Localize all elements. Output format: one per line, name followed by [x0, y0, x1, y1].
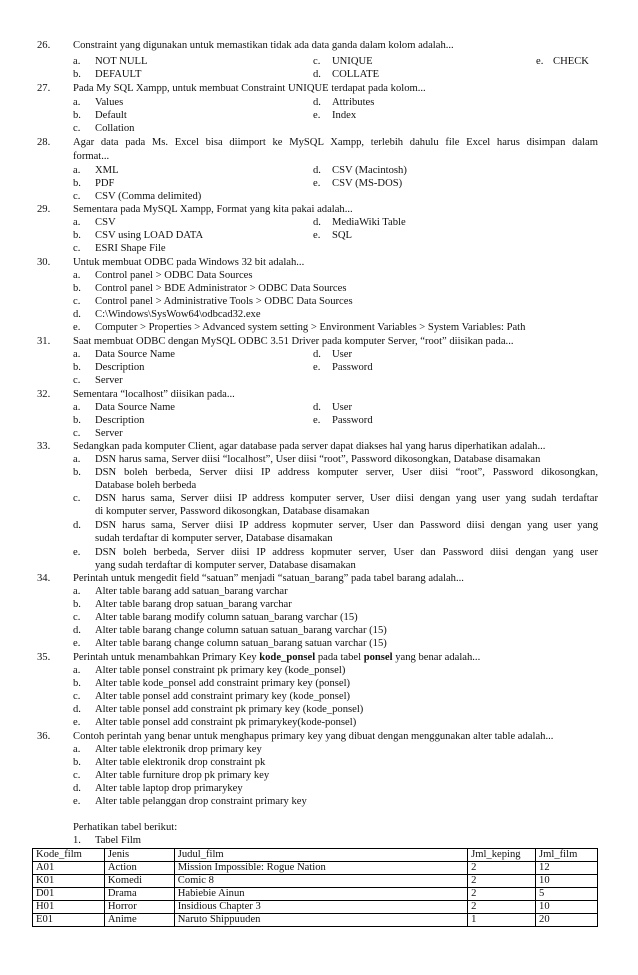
- option-text: CSV (Comma delimited): [95, 191, 202, 202]
- option-letter: a.: [73, 665, 81, 676]
- option-text: DSN boleh berbeda, Server diisi IP address kopmuter server, User dan Password diisi dengan yang user: [95, 547, 598, 558]
- table-cell: H01: [33, 901, 105, 914]
- option-letter: c.: [73, 428, 81, 439]
- option-text: ESRI Shape File: [95, 243, 166, 254]
- option-text: Alter table ponsel constraint pk primary key (kode_ponsel): [95, 665, 346, 676]
- table-cell: Komedi: [104, 875, 174, 888]
- option-text: DEFAULT: [95, 69, 142, 80]
- option-letter: a.: [73, 744, 81, 755]
- question-number: 28.: [37, 137, 51, 148]
- option-letter: b.: [73, 599, 81, 610]
- option-text: CSV: [95, 217, 116, 228]
- option-text: Index: [332, 110, 357, 121]
- table-cell: Comic 8: [174, 875, 467, 888]
- option-text: Values: [95, 97, 124, 108]
- table-cell: 2: [468, 901, 536, 914]
- option-text: PDF: [95, 178, 115, 189]
- table-caption: Tabel Film: [95, 835, 142, 846]
- option-letter: a.: [73, 56, 81, 67]
- option-text: Alter table ponsel add constraint pk primarykey(kode-ponsel): [95, 717, 357, 728]
- option-letter: d.: [313, 217, 321, 228]
- table-cell: Habiebie Ainun: [174, 888, 467, 901]
- table-cell: 12: [536, 862, 598, 875]
- option-letter: e.: [73, 322, 81, 333]
- column-header: Jenis: [104, 849, 174, 862]
- question-text-bold: kode_ponsel: [259, 652, 316, 663]
- table-cell: 2: [468, 875, 536, 888]
- question-text-part: yang benar adalah...: [392, 652, 481, 663]
- option-text: Alter table laptop drop primarykey: [95, 783, 243, 794]
- option-text: Control panel > Administrative Tools > ODBC Data Sources: [95, 296, 353, 307]
- option-text: Alter table barang modify column satuan_barang varchar (15): [95, 612, 358, 623]
- option-letter: b.: [73, 110, 81, 121]
- option-letter: b.: [73, 415, 81, 426]
- option-text: Control panel > ODBC Data Sources: [95, 270, 253, 281]
- table-row: [33, 888, 598, 901]
- option-text: Data Source Name: [95, 402, 176, 413]
- option-text: Alter table furniture drop pk primary key: [95, 770, 270, 781]
- question-number: 26.: [37, 40, 51, 51]
- table-row: [33, 875, 598, 888]
- option-text: Control panel > BDE Administrator > ODBC Data Sources: [95, 283, 347, 294]
- question-text-part: Perintah untuk menambahkan Primary Key: [73, 652, 260, 663]
- option-letter: a.: [73, 165, 81, 176]
- question-text-part: pada tabel: [315, 652, 364, 663]
- column-header: Jml_film: [536, 849, 598, 862]
- option-text-continued: yang sudah terdaftar di komputer server, Database disamakan: [95, 560, 356, 571]
- option-text: COLLATE: [332, 69, 380, 80]
- option-letter: e.: [313, 178, 321, 189]
- option-text: User: [332, 349, 353, 360]
- question-number: 33.: [37, 441, 51, 452]
- option-text: Data Source Name: [95, 349, 176, 360]
- question-number: 30.: [37, 257, 51, 268]
- option-letter: b.: [73, 230, 81, 241]
- option-text: Password: [332, 362, 373, 373]
- option-letter: d.: [313, 97, 321, 108]
- option-letter: c.: [73, 243, 81, 254]
- option-text: Password: [332, 415, 373, 426]
- option-letter: c.: [73, 691, 81, 702]
- table-cell: 10: [536, 901, 598, 914]
- table-cell: Mission Impossible: Rogue Nation: [174, 862, 467, 875]
- option-text: DSN harus sama, Server diisi “localhost”, User diisi “root”, Password dikosongkan, Database disamakan: [95, 454, 541, 465]
- table-cell: 5: [536, 888, 598, 901]
- option-text-continued: sudah terdaftar di komputer server, Database disamakan: [95, 533, 333, 544]
- option-letter: a.: [73, 270, 81, 281]
- option-text: Alter table barang change column satuan_barang satuan varchar (15): [95, 638, 387, 649]
- option-letter: a.: [73, 454, 81, 465]
- option-text: Alter table barang drop satuan_barang varchar: [95, 599, 292, 610]
- option-letter: b.: [73, 178, 81, 189]
- question-text: Constraint yang digunakan untuk memastikan tidak ada data ganda dalam kolom adalah...: [73, 40, 454, 51]
- option-letter: c.: [73, 493, 81, 504]
- table-cell: 2: [468, 862, 536, 875]
- option-letter: c.: [73, 191, 81, 202]
- option-letter: e.: [73, 547, 81, 558]
- table-intro: Perhatikan tabel berikut:: [73, 822, 178, 833]
- table-caption-number: 1.: [73, 835, 81, 846]
- table-cell: Drama: [104, 888, 174, 901]
- option-letter: c.: [73, 123, 81, 134]
- column-header: Jml_keping: [468, 849, 536, 862]
- option-letter: d.: [313, 69, 321, 80]
- option-text: Alter table elektronik drop primary key: [95, 744, 262, 755]
- option-letter: d.: [313, 165, 321, 176]
- question-text: Pada My SQL Xampp, untuk membuat Constraint UNIQUE terdapat pada kolom...: [73, 83, 426, 94]
- table-header-row: [33, 849, 598, 862]
- option-text: Default: [95, 110, 127, 121]
- option-text: CSV (Macintosh): [332, 165, 407, 176]
- option-letter: b.: [73, 678, 81, 689]
- option-text: Description: [95, 415, 145, 426]
- option-letter: b.: [73, 467, 81, 478]
- table-cell: A01: [33, 862, 105, 875]
- option-text: Computer > Properties > Advanced system setting > Environment Variables > System Variables: Path: [95, 322, 526, 333]
- option-text: C:\Windows\SysWow64\odbcad32.exe: [95, 309, 261, 320]
- option-text: MediaWiki Table: [332, 217, 406, 228]
- option-text-continued: Database boleh berbeda: [95, 480, 197, 491]
- table-cell: Naruto Shippuuden: [174, 914, 467, 927]
- option-text: XML: [95, 165, 119, 176]
- option-letter: c.: [73, 375, 81, 386]
- option-letter: b.: [73, 283, 81, 294]
- option-letter: e.: [73, 638, 81, 649]
- question-number: 27.: [37, 83, 51, 94]
- option-text: Alter table barang change column satuan satuan_barang varchar (15): [95, 625, 387, 636]
- option-letter: e.: [313, 415, 321, 426]
- question-number: 36.: [37, 731, 51, 742]
- table-cell: 2: [468, 888, 536, 901]
- option-letter: a.: [73, 217, 81, 228]
- option-letter: b.: [73, 757, 81, 768]
- option-letter: e.: [73, 796, 81, 807]
- film-table: [32, 848, 598, 927]
- option-text: Alter table ponsel add constraint primary key (kode_ponsel): [95, 691, 351, 702]
- question-text: Untuk membuat ODBC pada Windows 32 bit adalah...: [73, 257, 305, 268]
- question-text: Agar data pada Ms. Excel bisa diimport ke MySQL Xampp, terlebih dahulu file Excel harus disimpan dalam: [73, 137, 598, 148]
- option-text: Server: [95, 375, 123, 386]
- column-header: Judul_film: [174, 849, 467, 862]
- option-text: Alter table pelanggan drop constraint primary key: [95, 796, 307, 807]
- option-text: CHECK: [553, 56, 589, 67]
- option-letter: d.: [73, 704, 81, 715]
- option-text: Alter table barang add satuan_barang varchar: [95, 586, 288, 597]
- option-text: SQL: [332, 230, 353, 241]
- option-letter: a.: [73, 349, 81, 360]
- option-letter: a.: [73, 586, 81, 597]
- option-letter: c.: [73, 770, 81, 781]
- table-cell: Horror: [104, 901, 174, 914]
- option-text: DSN boleh berbeda, Server diisi IP address komputer server, User diisi “root”, Password dikosongkan,: [95, 467, 598, 478]
- question-number: 29.: [37, 204, 51, 215]
- option-letter: d.: [73, 309, 81, 320]
- table-cell: Action: [104, 862, 174, 875]
- option-letter: d.: [313, 402, 321, 413]
- option-letter: c.: [73, 612, 81, 623]
- column-header: Kode_film: [33, 849, 105, 862]
- option-letter: c.: [313, 56, 321, 67]
- option-text: CSV using LOAD DATA: [95, 230, 204, 241]
- option-text: Alter table ponsel add constraint pk primary key (kode_ponsel): [95, 704, 364, 715]
- option-letter: e.: [536, 56, 544, 67]
- question-text: [73, 651, 480, 664]
- table-cell: E01: [33, 914, 105, 927]
- table-cell: 1: [468, 914, 536, 927]
- table-cell: K01: [33, 875, 105, 888]
- table-row: [33, 914, 598, 927]
- question-number: 34.: [37, 573, 51, 584]
- question-text: Sedangkan pada komputer Client, agar database pada server dapat diakses hal yang harus diperhatikan adalah...: [73, 441, 546, 452]
- option-letter: e.: [313, 110, 321, 121]
- option-letter: b.: [73, 362, 81, 373]
- option-text: User: [332, 402, 353, 413]
- option-text-continued: di komputer server, Password dikosongkan, Database disamakan: [95, 506, 370, 517]
- table-cell: D01: [33, 888, 105, 901]
- question-text: Contoh perintah yang benar untuk menghapus primary key yang dibuat dengan menggunakan alter table adalah...: [73, 731, 554, 742]
- question-text-bold: ponsel: [363, 652, 393, 663]
- question-number: 31.: [37, 336, 51, 347]
- option-letter: e.: [73, 717, 81, 728]
- option-text: NOT NULL: [95, 56, 148, 67]
- option-text: Attributes: [332, 97, 375, 108]
- option-letter: b.: [73, 69, 81, 80]
- option-letter: a.: [73, 97, 81, 108]
- option-text: Collation: [95, 123, 135, 134]
- option-letter: e.: [313, 362, 321, 373]
- option-text: DSN harus sama, Server diisi IP address komputer server, User diisi dengan yang user yang sudah terdaftar: [95, 493, 598, 504]
- question-number: 35.: [37, 652, 51, 663]
- question-text: Saat membuat ODBC dengan MySQL ODBC 3.51 Driver pada komputer Server, “root” diisikan pada...: [73, 336, 514, 347]
- table-row: [33, 862, 598, 875]
- option-text: Server: [95, 428, 123, 439]
- option-letter: d.: [313, 349, 321, 360]
- option-letter: c.: [73, 296, 81, 307]
- option-letter: d.: [73, 625, 81, 636]
- question-text: Perintah untuk mengedit field “satuan” menjadi “satuan_barang” pada tabel barang adalah...: [73, 573, 464, 584]
- option-text: CSV (MS-DOS): [332, 178, 403, 189]
- question-text-continued: format...: [73, 151, 110, 162]
- question-text: Sementara “localhost” diisikan pada...: [73, 389, 235, 400]
- table-cell: 20: [536, 914, 598, 927]
- option-text: Description: [95, 362, 145, 373]
- option-letter: d.: [73, 520, 81, 531]
- option-text: UNIQUE: [332, 56, 373, 67]
- question-text: Sementara pada MySQL Xampp, Format yang kita pakai adalah...: [73, 204, 353, 215]
- question-number: 32.: [37, 389, 51, 400]
- option-letter: d.: [73, 783, 81, 794]
- option-text: Alter table elektronik drop constraint pk: [95, 757, 266, 768]
- option-text: DSN harus sama, Server diisi IP address kopmuter server, User dan Password diisi dengan yang user yang: [95, 520, 598, 531]
- option-letter: e.: [313, 230, 321, 241]
- table-cell: Insidious Chapter 3: [174, 901, 467, 914]
- table-cell: 10: [536, 875, 598, 888]
- option-letter: a.: [73, 402, 81, 413]
- option-text: Alter table kode_ponsel add constraint primary key (ponsel): [95, 678, 351, 689]
- table-row: [33, 901, 598, 914]
- table-cell: Anime: [104, 914, 174, 927]
